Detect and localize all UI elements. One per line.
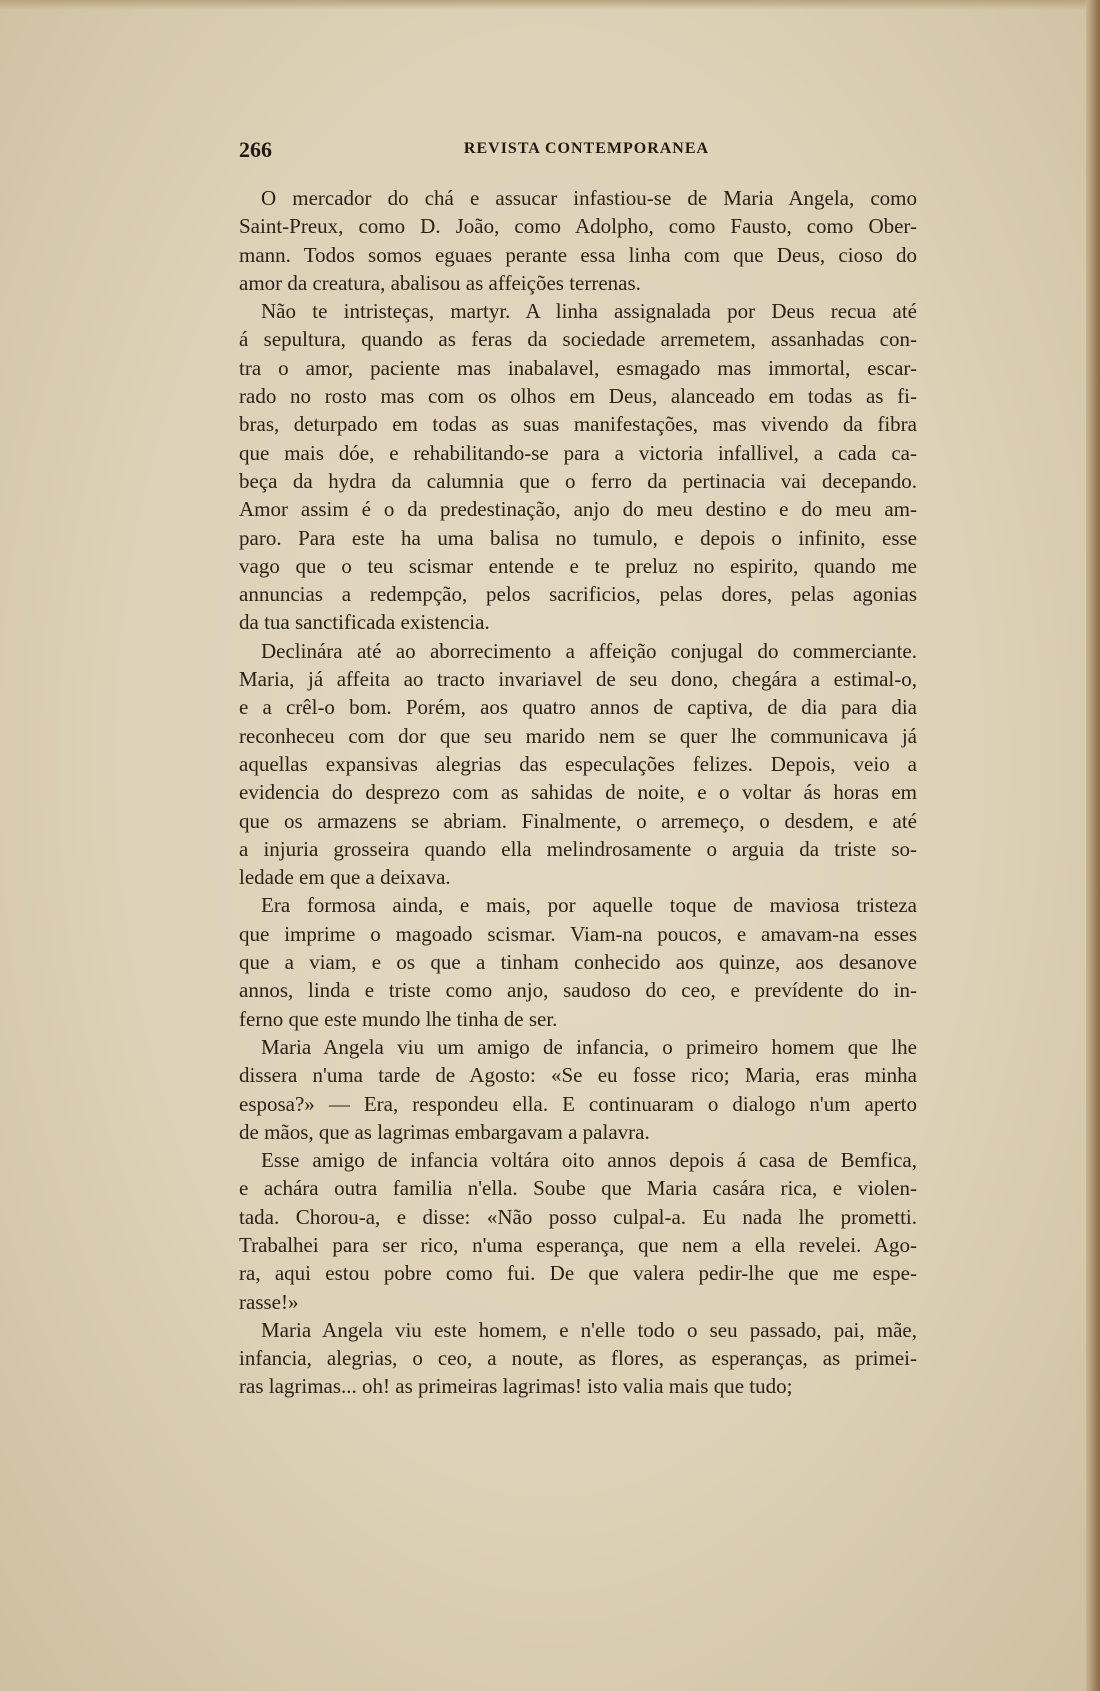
text-line: infancia, alegrias, o ceo, a noute, as flores, as esperanças, as primei- — [239, 1346, 917, 1371]
text-line: tra o amor, paciente mas inabalavel, esmagado mas immortal, escar- — [239, 355, 917, 380]
text-line: Era formosa ainda, e mais, por aquelle toque de maviosa tristeza — [261, 893, 917, 918]
text-line: que a viam, e os que a tinham conhecido aos quinze, aos desanove — [239, 950, 917, 975]
text-line: paro. Para este ha uma balisa no tumulo, e depois o infinito, esse — [239, 525, 917, 550]
text-line: Maria Angela viu este homem, e n'elle todo o seu passado, pai, mãe, — [261, 1317, 917, 1342]
text-line: mann. Todos somos eguaes perante essa linha com que Deus, cioso do — [239, 242, 917, 267]
text-line: amor da creatura, abalisou as affeições terrenas. — [239, 270, 641, 295]
text-line: rado no rosto mas com os olhos em Deus, alanceado em todas as fi- — [239, 384, 917, 409]
text-line: e a crêl-o bom. Porém, aos quatro annos de captiva, de dia para dia — [239, 695, 917, 720]
text-line: ferno que este mundo lhe tinha de ser. — [239, 1006, 558, 1031]
body-text — [239, 184, 939, 1401]
paragraph — [239, 184, 939, 297]
paragraph — [239, 1146, 939, 1316]
text-line: annuncias a redempção, pelos sacrificios, pelas dores, pelas agonias — [239, 582, 917, 607]
text-line: de mãos, que as lagrimas embargavam a palavra. — [239, 1119, 650, 1144]
text-line: Saint-Preux, como D. João, como Adolpho, como Fausto, como Ober- — [239, 214, 917, 239]
text-line: Esse amigo de infancia voltára oito annos depois á casa de Bemfica, — [261, 1148, 917, 1173]
page-header — [239, 137, 934, 165]
text-line: que os armazens se abriam. Finalmente, o arremeço, o desdem, e até — [239, 808, 917, 833]
text-line: vago que o teu scismar entende e te preluz no espirito, quando me — [239, 553, 917, 578]
page-number: 266 — [239, 137, 272, 162]
text-line: evidencia do desprezo com as sahidas de noite, e o voltar ás horas em — [239, 780, 917, 805]
text-line: Não te intristeças, martyr. A linha assignalada por Deus recua até — [261, 299, 917, 324]
running-title: REVISTA CONTEMPORANEA — [463, 140, 710, 157]
text-line: Trabalhei para ser rico, n'uma esperança, que nem a ella revelei. Ago- — [239, 1232, 917, 1257]
text-line: ras lagrimas... oh! as primeiras lagrimas! isto valia mais que tudo; — [239, 1374, 793, 1399]
text-line: Declinára até ao aborrecimento a affeição conjugal do commerciante. — [261, 638, 917, 663]
text-line: tada. Chorou-a, e disse: «Não posso culpal-a. Eu nada lhe prometti. — [239, 1204, 917, 1229]
text-line: annos, linda e triste como anjo, saudoso do ceo, e prevídente do in- — [239, 978, 917, 1003]
paragraph — [239, 1316, 939, 1401]
text-line: ledade em que a deixava. — [239, 865, 451, 890]
text-line: Maria, já affeita ao tracto invariavel de seu dono, chegára a estimal-o, — [239, 667, 917, 692]
text-line: a injuria grosseira quando ella melindrosamente o arguia da triste so- — [239, 836, 917, 861]
text-line: bras, deturpado em todas as suas manifestações, mas vivendo da fibra — [239, 412, 917, 437]
text-line: que mais dóe, e rehabilitando-se para a victoria infallivel, a cada ca- — [239, 440, 917, 465]
paragraph — [239, 637, 939, 892]
text-line: reconheceu com dor que seu marido nem se quer lhe communicava já — [239, 723, 917, 748]
text-line: Amor assim é o da predestinação, anjo do meu destino e do meu am- — [239, 497, 917, 522]
paragraph — [239, 891, 939, 1032]
text-line: O mercador do chá e assucar infastiou-se de Maria Angela, como — [261, 186, 917, 210]
text-line: aquellas expansivas alegrias das especulações felizes. Depois, veio a — [239, 751, 917, 776]
text-line: ra, aqui estou pobre como fui. De que valera pedir-lhe que me espe- — [239, 1261, 917, 1286]
text-line: e achára outra familia n'ella. Soube que Maria casára rica, e violen- — [239, 1176, 917, 1201]
text-line: esposa?» — Era, respondeu ella. E continuaram o dialogo n'um aperto — [239, 1091, 917, 1116]
text-line: da tua sanctificada existencia. — [239, 610, 490, 635]
text-line: á sepultura, quando as feras da sociedade arremetem, assanhadas con- — [239, 327, 917, 352]
text-line: beça da hydra da calumnia que o ferro da pertinacia vai decepando. — [239, 468, 917, 493]
text-line: rasse!» — [239, 1289, 299, 1314]
paragraph — [239, 1033, 939, 1146]
text-line: dissera n'uma tarde de Agosto: «Se eu fosse rico; Maria, eras minha — [239, 1063, 917, 1088]
paragraph — [239, 297, 939, 637]
text-line: Maria Angela viu um amigo de infancia, o primeiro homem que lhe — [261, 1034, 917, 1059]
text-line: que imprime o magoado scismar. Viam-na poucos, e amavam-na esses — [239, 921, 917, 946]
page-edge-right — [1086, 0, 1100, 1691]
page-edge-top — [0, 0, 1100, 10]
